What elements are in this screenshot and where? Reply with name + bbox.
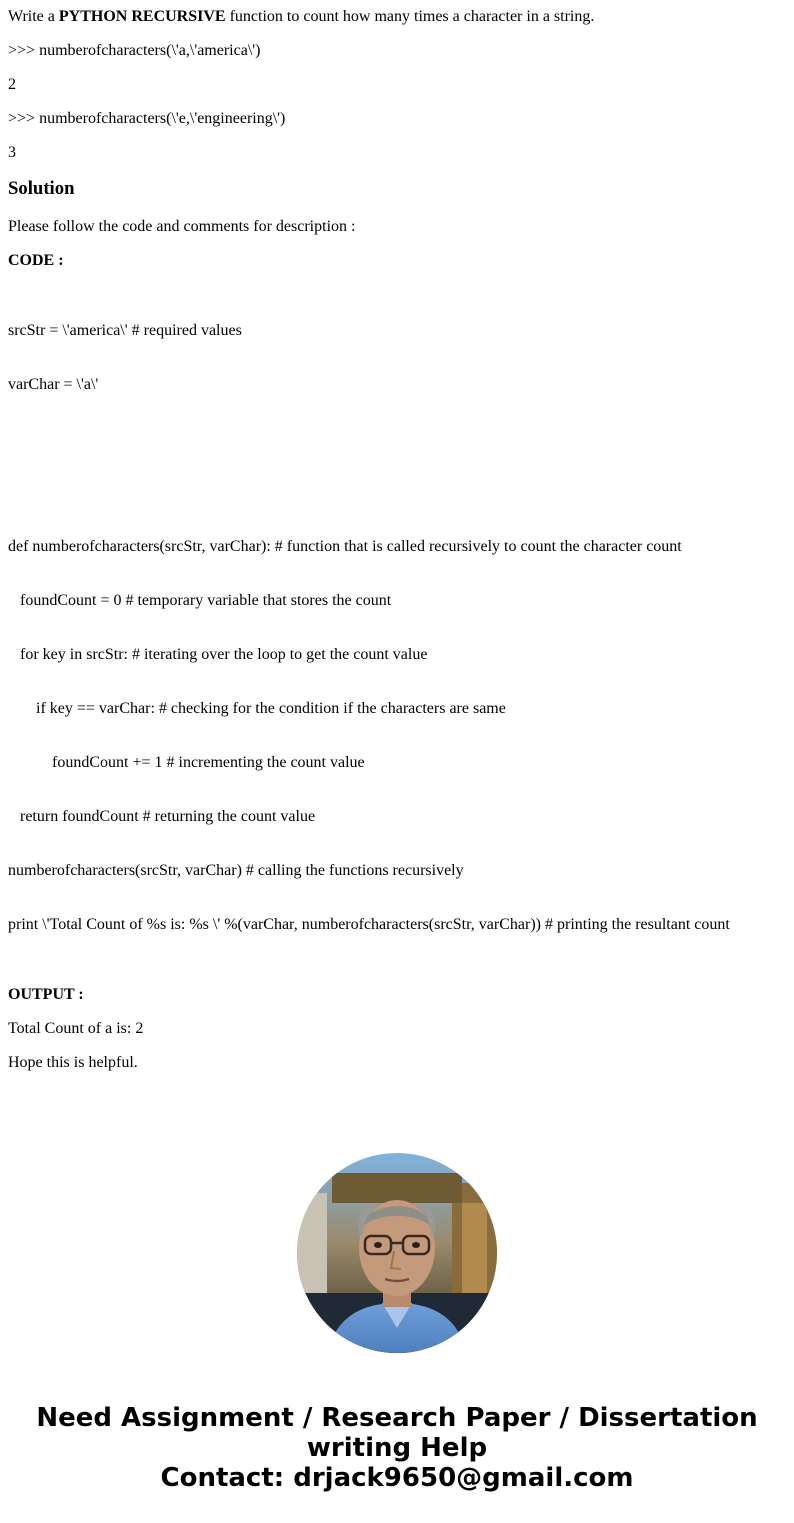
question-intro-bold: PYTHON RECURSIVE — [58, 8, 226, 25]
code-line: varChar = \'a\' — [8, 376, 99, 393]
code-line — [8, 430, 786, 448]
example1-result: 2 — [8, 76, 16, 93]
code-block — [8, 286, 786, 970]
code-line: if key == varChar: # checking for the condition if the characters are same — [8, 700, 506, 717]
code-line: def numberofcharacters(srcStr, varChar): # function that is called recursively to count the character count — [8, 538, 682, 555]
promo-line-2: writing Help — [306, 1433, 488, 1463]
promo-line-1: Need Assignment / Research Paper / Dissertation — [36, 1403, 758, 1433]
question-intro — [8, 8, 786, 26]
document-body — [8, 8, 786, 1088]
output-label — [8, 986, 786, 1004]
code-label — [8, 252, 786, 270]
question-intro-prefix: Write a — [8, 8, 59, 25]
avatar-photo — [297, 1153, 497, 1353]
avatar — [297, 1153, 497, 1353]
code-line: srcStr = \'america\' # required values — [8, 322, 242, 339]
promo-banner — [0, 1403, 794, 1493]
code-line: foundCount = 0 # temporary variable that stores the count — [8, 592, 392, 609]
closing-text: Hope this is helpful. — [8, 1054, 138, 1071]
code-line: numberofcharacters(srcStr, varChar) # calling the functions recursively — [8, 862, 464, 879]
example1-call: >>> numberofcharacters(\'a,\'america\') — [8, 42, 261, 59]
code-line: print \'Total Count of %s is: %s \' %(varChar, numberofcharacters(srcStr, varChar)) # printing the resultant count — [8, 916, 730, 933]
code-line — [8, 484, 786, 502]
output-label-text: OUTPUT : — [8, 986, 84, 1003]
promo-contact: Contact: drjack9650@gmail.com — [160, 1463, 634, 1493]
code-label-text: CODE : — [8, 252, 64, 269]
solution-heading: Solution — [8, 178, 75, 199]
code-line: foundCount += 1 # incrementing the count value — [8, 754, 365, 771]
question-intro-suffix: function to count how many times a character in a string. — [225, 8, 595, 25]
code-line: for key in srcStr: # iterating over the loop to get the count value — [8, 646, 428, 663]
example2-call: >>> numberofcharacters(\'e,\'engineering\') — [8, 110, 286, 127]
output-text: Total Count of a is: 2 — [8, 1020, 144, 1037]
example2-result: 3 — [8, 144, 16, 161]
solution-description: Please follow the code and comments for description : — [8, 218, 356, 235]
code-line: return foundCount # returning the count value — [8, 808, 316, 825]
